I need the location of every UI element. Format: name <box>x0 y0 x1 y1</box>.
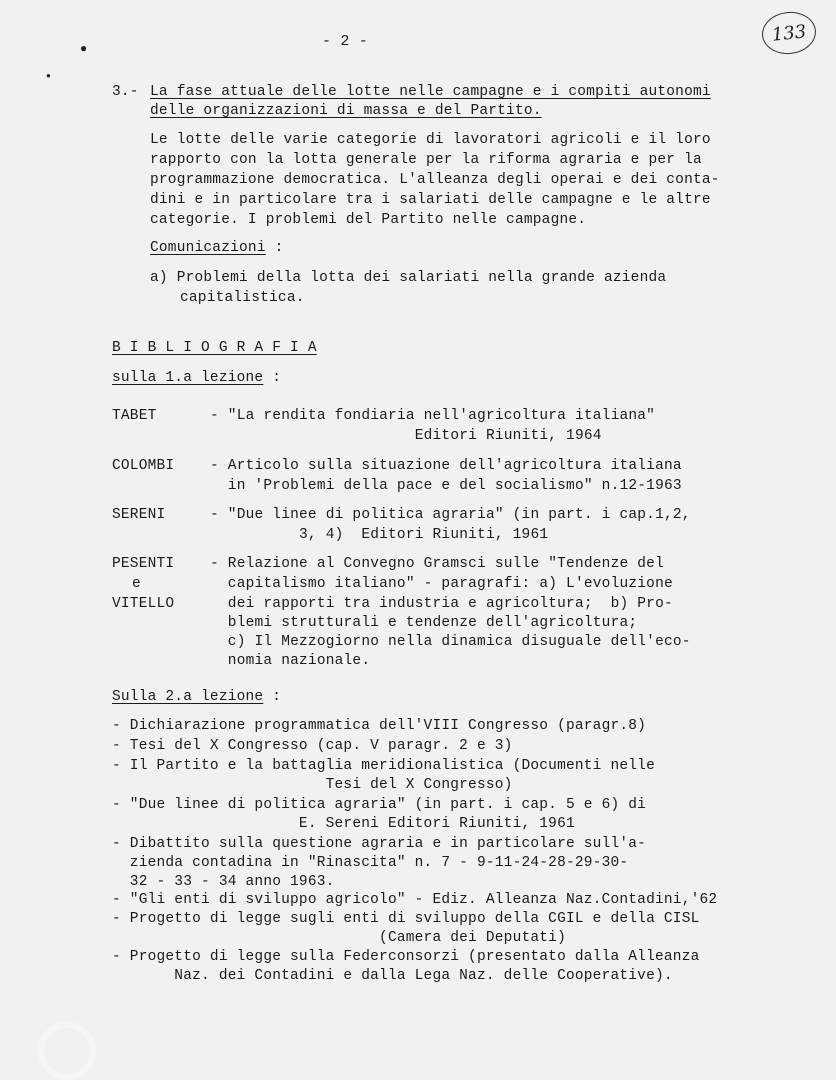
list-item: (Camera dei Deputati) <box>112 930 566 946</box>
comunicazioni-label: Comunicazioni <box>150 240 266 256</box>
lezione-2-colon: : <box>263 689 282 705</box>
bibliografia-heading: B I B L I O G R A F I A <box>112 340 317 356</box>
item-a-line-1: a) Problemi della lotta dei salariati nella grande azienda <box>150 270 667 286</box>
paragraph-line: dini e in particolare tra i salariati delle campagne e le altre <box>150 192 711 208</box>
entry-line: - "La rendita fondiaria nell'agricoltura italiana" <box>210 408 656 424</box>
author-name: VITELLO <box>112 596 175 612</box>
author-name: SERENI <box>112 507 166 523</box>
list-item: zienda contadina in "Rinascita" n. 7 - 9-11-24-28-29-30- <box>112 855 629 871</box>
entry-line: - Relazione al Convegno Gramsci sulle "Tendenze del <box>210 556 664 572</box>
author-conjunction: e <box>132 576 141 592</box>
entry-line: 3, 4) Editori Riuniti, 1961 <box>210 527 549 543</box>
comunicazioni-colon: : <box>265 240 284 256</box>
item-a-line-2: capitalistica. <box>180 290 305 306</box>
author-name: TABET <box>112 408 157 424</box>
lezione-1-heading <box>112 368 281 388</box>
punch-mark: ● <box>80 42 88 56</box>
entry-line: Editori Riuniti, 1964 <box>210 428 602 444</box>
paragraph-line: Le lotte delle varie categorie di lavoratori agricoli e il loro <box>150 132 711 148</box>
author-name: COLOMBI <box>112 458 175 474</box>
list-item: Tesi del X Congresso) <box>112 777 513 793</box>
entry-line: blemi strutturali e tendenze dell'agricoltura; <box>210 615 638 631</box>
list-item: - Dibattito sulla questione agraria e in particolare sull'a- <box>112 836 647 852</box>
list-item: - "Due linee di politica agraria" (in part. i cap. 5 e 6) di <box>112 797 647 813</box>
section-title-line-1: La fase attuale delle lotte nelle campagne e i compiti autonomi <box>150 84 711 100</box>
watermark-logo <box>38 1022 96 1080</box>
list-item: 32 - 33 - 34 anno 1963. <box>112 874 335 890</box>
section-number: 3.- <box>112 84 139 100</box>
list-item: - Progetto di legge sulla Federconsorzi (presentato dalla Alleanza <box>112 949 700 965</box>
entry-line: dei rapporti tra industria e agricoltura; b) Pro- <box>210 596 673 612</box>
lezione-2-heading <box>112 687 281 707</box>
entry-line: capitalismo italiano" - paragrafi: a) L'evoluzione <box>210 576 673 592</box>
list-item: - "Gli enti di sviluppo agricolo" - Ediz. Alleanza Naz.Contadini,'62 <box>112 892 718 908</box>
list-item: Naz. dei Contadini e dalla Lega Naz. delle Cooperative). <box>112 968 673 984</box>
paragraph-line: programmazione democratica. L'alleanza degli operai e dei conta- <box>150 172 720 188</box>
paragraph-line: categorie. I problemi del Partito nelle campagne. <box>150 212 587 228</box>
page-number: - 2 - <box>322 33 369 50</box>
entry-line: nomia nazionale. <box>210 653 371 669</box>
entry-line: c) Il Mezzogiorno nella dinamica disuguale dell'eco- <box>210 634 691 650</box>
list-item: E. Sereni Editori Riuniti, 1961 <box>112 816 575 832</box>
entry-line: - "Due linee di politica agraria" (in part. i cap.1,2, <box>210 507 691 523</box>
list-item: - Dichiarazione programmatica dell'VIII Congresso (paragr.8) <box>112 718 647 734</box>
entry-line: in 'Problemi della pace e del socialismo" n.12-1963 <box>210 478 682 494</box>
archive-stamp: 133 <box>760 9 818 56</box>
list-item: - Il Partito e la battaglia meridionalistica (Documenti nelle <box>112 758 655 774</box>
lezione-2-label: Sulla 2.a lezione <box>112 689 264 705</box>
section-title-line-2: delle organizzazioni di massa e del Partito. <box>150 103 542 119</box>
author-name: PESENTI <box>112 556 175 572</box>
lezione-1-label: sulla 1.a lezione <box>112 370 264 386</box>
ink-dot: ● <box>46 72 51 81</box>
entry-line: - Articolo sulla situazione dell'agricoltura italiana <box>210 458 682 474</box>
list-item: - Tesi del X Congresso (cap. V paragr. 2 e 3) <box>112 738 513 754</box>
list-item: - Progetto di legge sugli enti di sviluppo della CGIL e della CISL <box>112 911 700 927</box>
lezione-1-colon: : <box>263 370 282 386</box>
paragraph-line: rapporto con la lotta generale per la riforma agraria e per la <box>150 152 702 168</box>
comunicazioni-heading <box>150 238 284 258</box>
